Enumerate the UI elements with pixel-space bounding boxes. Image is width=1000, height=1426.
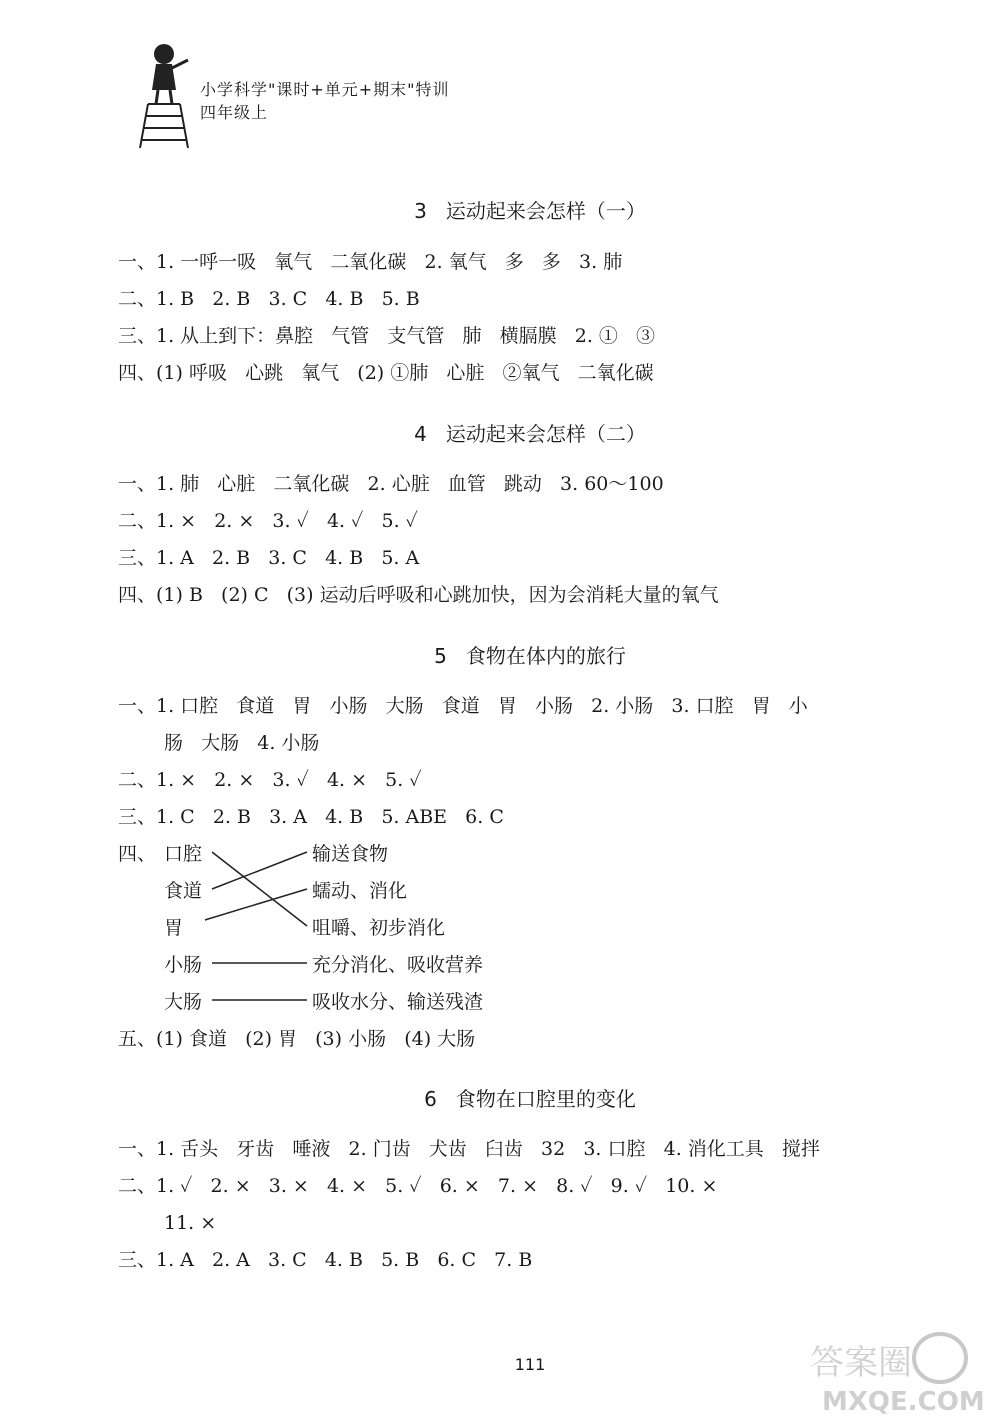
section-title-4: 4 运动起来会怎样（二） [414,422,646,446]
watermark-text: 答案圈 [810,1343,912,1383]
answer-line: 11. × [164,1212,217,1234]
grade-label: 四年级上 [200,103,269,122]
answer-line: 四、(1) 呼吸 心跳 氧气 (2) ①肺 心脏 ②氧气 二氧化碳 [118,362,654,384]
matching-left-item: 口腔 [164,843,203,865]
answer-line: 三、1. 从上到下：鼻腔 气管 支气管 肺 横膈膜 2. ① ③ [118,325,656,347]
answer-line: 一、1. 口腔 食道 胃 小肠 大肠 食道 胃 小肠 2. 小肠 3. 口腔 胃 小 [118,695,808,717]
answer-line: 一、1. 一呼一吸 氧气 二氧化碳 2. 氧气 多 多 3. 肺 [118,251,623,273]
watermark-logo [800,1328,990,1418]
matching-prefix: 四、 [118,843,157,865]
match-line [212,852,307,926]
matching-left-item: 大肠 [164,991,203,1013]
matching-left-item: 小肠 [164,954,203,976]
section-title-6: 6 食物在口腔里的变化 [424,1087,636,1111]
match-line [212,852,307,889]
matching-lines [205,838,315,1018]
answer-line: 二、1. × 2. × 3. ✓ 4. × 5. ✓ [118,769,422,791]
matching-right-item: 吸收水分、输送残渣 [312,991,484,1013]
match-line [205,889,307,926]
section-title-5: 5 食物在体内的旅行 [434,644,626,668]
answer-line: 二、1. × 2. × 3. ✓ 4. ✓ 5. ✓ [118,510,418,532]
answer-line: 五、(1) 食道 (2) 胃 (3) 小肠 (4) 大肠 [118,1028,476,1050]
matching-right-item: 蠕动、消化 [312,880,408,902]
watermark-url: MXQE.COM [822,1387,985,1417]
answer-line: 二、1. B 2. B 3. C 4. B 5. B [118,288,420,310]
matching-right-item: 咀嚼、初步消化 [312,917,446,939]
section-title-3: 3 运动起来会怎样（一） [414,199,646,223]
page-number: 111 [514,1355,546,1374]
answer-line: 二、1. ✓ 2. × 3. × 4. × 5. ✓ 6. × 7. × 8. ✓ 9. ✓ 10. × [118,1175,718,1197]
answer-line: 三、1. C 2. B 3. A 4. B 5. ABE 6. C [118,806,504,828]
book-title: 小学科学"课时+单元+期末"特训 [200,80,450,99]
page-header [130,40,530,150]
answer-line: 三、1. A 2. A 3. C 4. B 5. B 6. C 7. B [118,1249,533,1271]
girl-on-ladder-illustration [130,40,200,150]
matching-left-item: 胃 [164,917,184,939]
matching-right-item: 充分消化、吸收营养 [312,954,484,976]
answer-line: 四、(1) B (2) C (3) 运动后呼吸和心跳加快，因为会消耗大量的氧气 [118,584,719,606]
answer-line: 一、1. 舌头 牙齿 唾液 2. 门齿 犬齿 臼齿 32 3. 口腔 4. 消化工具 搅拌 [118,1138,820,1160]
answer-line: 肠 大肠 4. 小肠 [164,732,320,754]
answer-line: 一、1. 肺 心脏 二氧化碳 2. 心脏 血管 跳动 3. 60～100 [118,473,664,495]
answer-line: 三、1. A 2. B 3. C 4. B 5. A [118,547,420,569]
matching-left-item: 食道 [164,880,203,902]
matching-right-item: 输送食物 [312,843,389,865]
